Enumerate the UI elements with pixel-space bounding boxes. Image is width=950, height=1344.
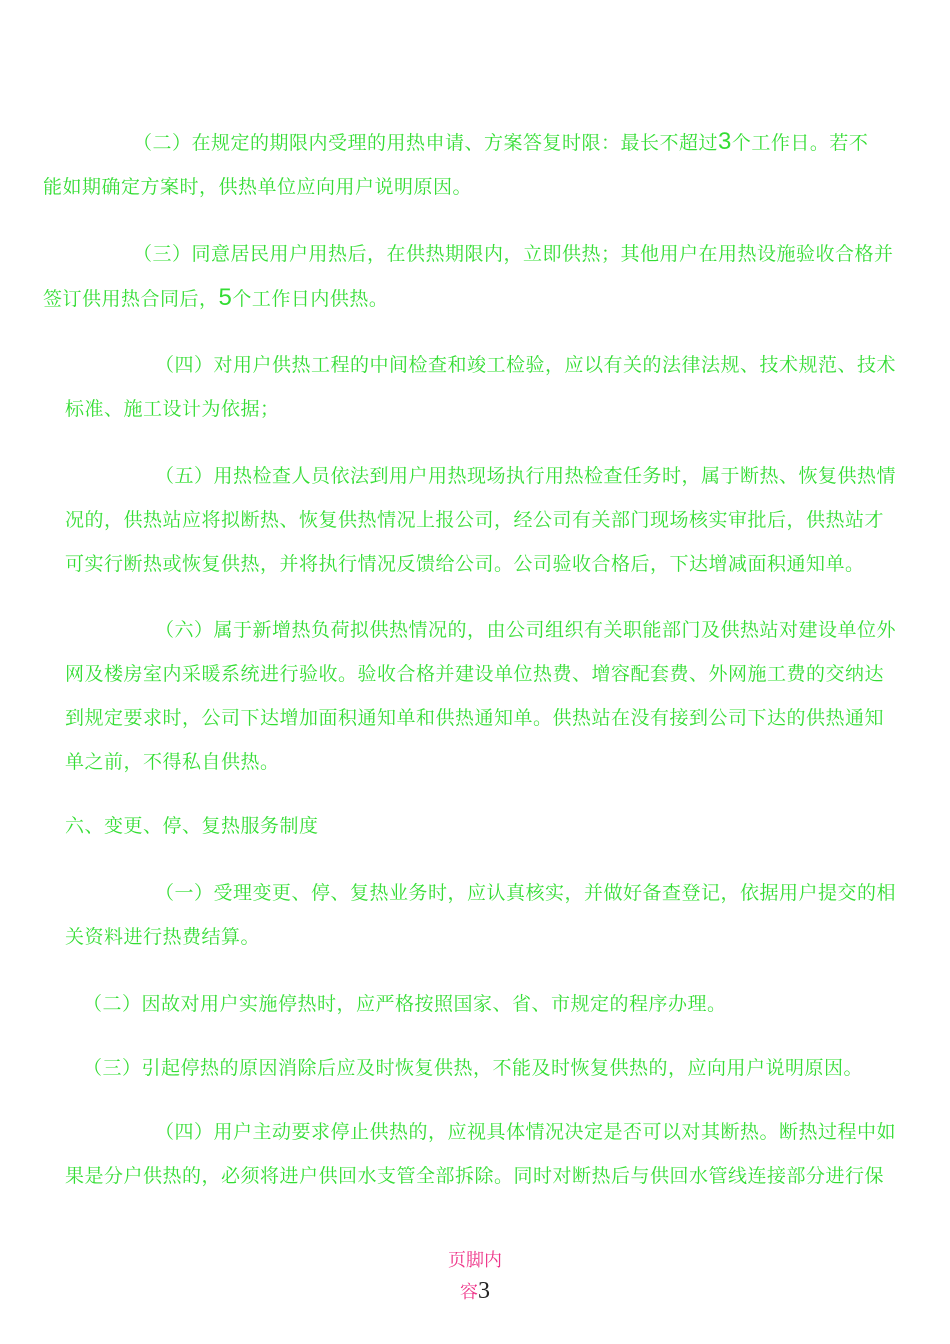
line: （一）受理变更、停、复热业务时，应认真核实，并做好备查登记，依据用户提交的相 <box>155 882 897 904</box>
line: 单之前，不得私自供热。 <box>65 751 280 773</box>
paragraph-response-time-limit <box>43 120 933 209</box>
line: （三）同意居民用户用热后，在供热期限内，立即供热；其他用户在用热设施验收合格并 <box>133 243 894 265</box>
paragraph-user-request-stop <box>65 1110 935 1198</box>
footer-text: 页脚内 <box>448 1250 502 1271</box>
line: 标准、施工设计为依据； <box>65 398 280 420</box>
paragraph-supply-after-approval <box>43 232 933 321</box>
text-segment: 个工作日内供热。 <box>232 288 389 310</box>
text-segment: 签订供用热合同后， <box>43 288 219 310</box>
paragraph-heat-inspection <box>65 454 935 586</box>
page-footer <box>0 1246 950 1308</box>
number-3: 3 <box>718 128 732 155</box>
footer-text: 容 <box>460 1282 478 1303</box>
line: （四）用户主动要求停止供热的，应视具体情况决定是否可以对其断热。断热过程中如 <box>155 1121 897 1143</box>
line <box>43 120 933 165</box>
section-heading: 六、变更、停、复热服务制度 <box>65 815 319 837</box>
line <box>43 276 933 321</box>
line: 网及楼房室内采暖系统进行验收。验收合格并建设单位热费、增容配套费、外网施工费的交纳达 <box>65 663 885 685</box>
line: 况的，供热站应将拟断热、恢复供热情况上报公司，经公司有关部门现场核实审批后，供热站才 <box>65 509 885 531</box>
text-segment: （二）在规定的期限内受理的用热申请、方案答复时限：最长不超过 <box>133 132 719 154</box>
line: （五）用热检查人员依法到用户用热现场执行用热检查任务时，属于断热、恢复供热情 <box>155 465 897 487</box>
line: 到规定要求时，公司下达增加面积通知单和供热通知单。供热站在没有接到公司下达的供热通知 <box>65 707 885 729</box>
line: 关资料进行热费结算。 <box>65 926 261 948</box>
line: （二）因故对用户实施停热时，应严格按照国家、省、市规定的程序办理。 <box>83 993 727 1015</box>
page-number: 3 <box>478 1278 490 1304</box>
paragraph-accept-change-business <box>65 871 935 959</box>
footer-line <box>0 1276 950 1308</box>
paragraph-new-heat-load <box>65 608 935 784</box>
paragraph-restore-heat <box>83 1046 935 1090</box>
line: （三）引起停热的原因消除后应及时恢复供热，不能及时恢复供热的，应向用户说明原因。 <box>83 1057 864 1079</box>
line: 能如期确定方案时，供热单位应向用户说明原因。 <box>43 176 473 198</box>
line: （六）属于新增热负荷拟供热情况的，由公司组织有关职能部门及供热站对建设单位外 <box>155 619 897 641</box>
paragraph-inspection-basis <box>65 343 935 431</box>
paragraph-stop-heat-procedure <box>83 982 935 1026</box>
line: 可实行断热或恢复供热，并将执行情况反馈给公司。公司验收合格后，下达增减面积通知单。 <box>65 553 865 575</box>
number-5: 5 <box>218 284 233 311</box>
text-segment: 个工作日。若不 <box>731 132 869 154</box>
line: （四）对用户供热工程的中间检查和竣工检验，应以有关的法律法规、技术规范、技术 <box>155 354 897 376</box>
line: 果是分户供热的，必须将进户供回水支管全部拆除。同时对断热后与供回水管线连接部分进行保 <box>65 1165 885 1187</box>
